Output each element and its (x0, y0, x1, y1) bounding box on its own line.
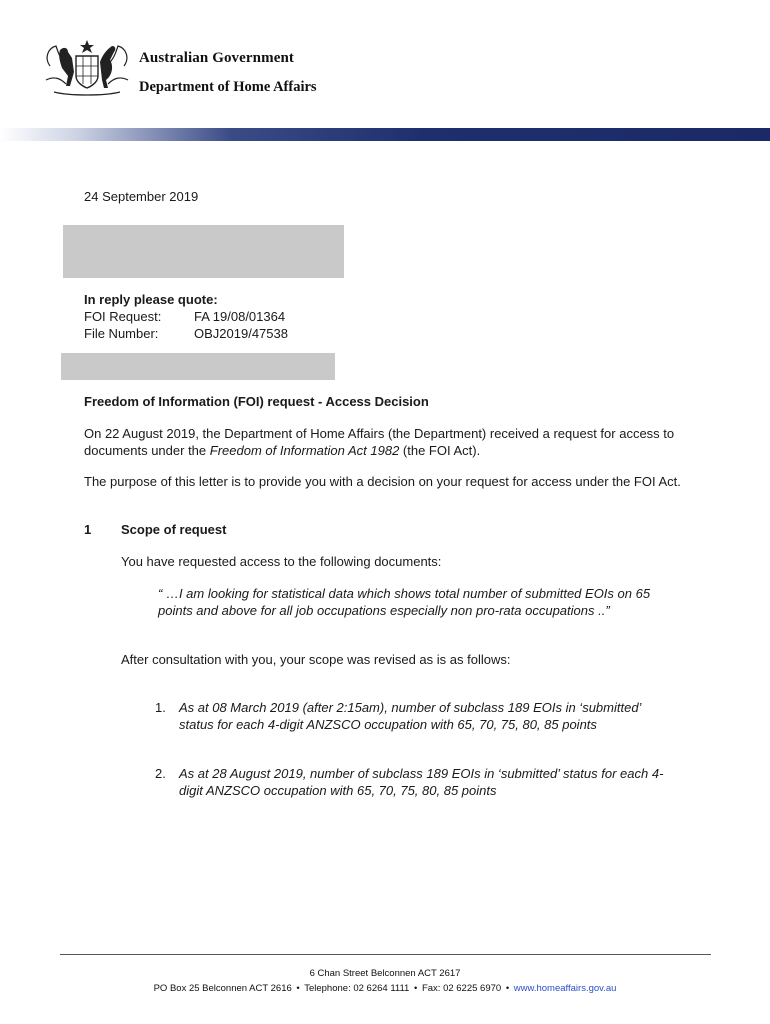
footer-divider (60, 954, 711, 955)
reference-row-foi (84, 308, 285, 325)
footer-fax: Fax: 02 6225 6970 (421, 983, 502, 994)
bullet-separator: • (413, 983, 418, 994)
footer-telephone: Telephone: 02 6264 1111 (304, 983, 410, 994)
act-title: Freedom of Information Act 1982 (209, 443, 400, 458)
header-banner (0, 128, 770, 141)
reference-row-file (84, 325, 288, 342)
bullet-separator: • (296, 983, 300, 994)
list-number: 1. (155, 700, 166, 715)
reference-label: File Number: (84, 326, 159, 341)
list-number: 2. (155, 766, 166, 781)
request-quote: “ …I am looking for statistical data which shows total number of submitted EOIs on 65 points and above for all job occupations especially non pro-rata occupations ..” (158, 586, 651, 618)
footer-street-address: 6 Chan Street Belconnen ACT 2617 (309, 968, 461, 979)
footer-contact-line (0, 983, 770, 994)
section-title: Scope of request (121, 522, 227, 537)
letter-subject: Freedom of Information (FOI) request - Access Decision (84, 394, 429, 409)
reference-value: FA 19/08/01364 (194, 309, 286, 324)
paragraph-purpose: The purpose of this letter is to provide you with a decision on your request for access under the FOI Act. (84, 474, 681, 489)
footer-website-link[interactable]: www.homeaffairs.gov.au (513, 983, 617, 994)
reference-value: OBJ2019/47538 (194, 326, 288, 341)
list-item-text: As at 08 March 2019 (after 2:15am), number of subclass 189 EOIs in ‘submitted’ status for each 4-digit ANZSCO occupation with 65, 70, 75, 80, 85 points (179, 700, 641, 732)
reference-label: FOI Request: (84, 309, 162, 324)
reply-quote-heading: In reply please quote: (84, 292, 218, 307)
paragraph-text: On 22 August 2019, the Department of Home Affairs (the Department) received a request for access to documents under the (84, 426, 675, 458)
list-item (155, 699, 679, 733)
list-item-text: As at 28 August 2019, number of subclass 189 EOIs in ‘submitted’ status for each 4-digit ANZSCO occupation with 65, 70, 75, 80, 85 points (179, 766, 664, 798)
paragraph-request-received (84, 425, 690, 459)
redacted-name-block (61, 353, 335, 380)
government-title: Australian Government (139, 50, 295, 66)
consultation-text: After consultation with you, your scope was revised as is as follows: (121, 652, 511, 667)
letter-date: 24 September 2019 (84, 189, 199, 204)
coat-of-arms-icon (40, 36, 134, 100)
department-title: Department of Home Affairs (139, 79, 317, 95)
footer-po-box: PO Box 25 Belconnen ACT 2616 (153, 983, 292, 994)
list-item (155, 765, 679, 799)
section-intro: You have requested access to the following documents: (121, 554, 442, 569)
paragraph-text: (the FOI Act). (399, 443, 481, 458)
bullet-separator: • (505, 983, 510, 994)
redacted-address-block (63, 225, 344, 278)
section-number: 1 (84, 522, 92, 537)
